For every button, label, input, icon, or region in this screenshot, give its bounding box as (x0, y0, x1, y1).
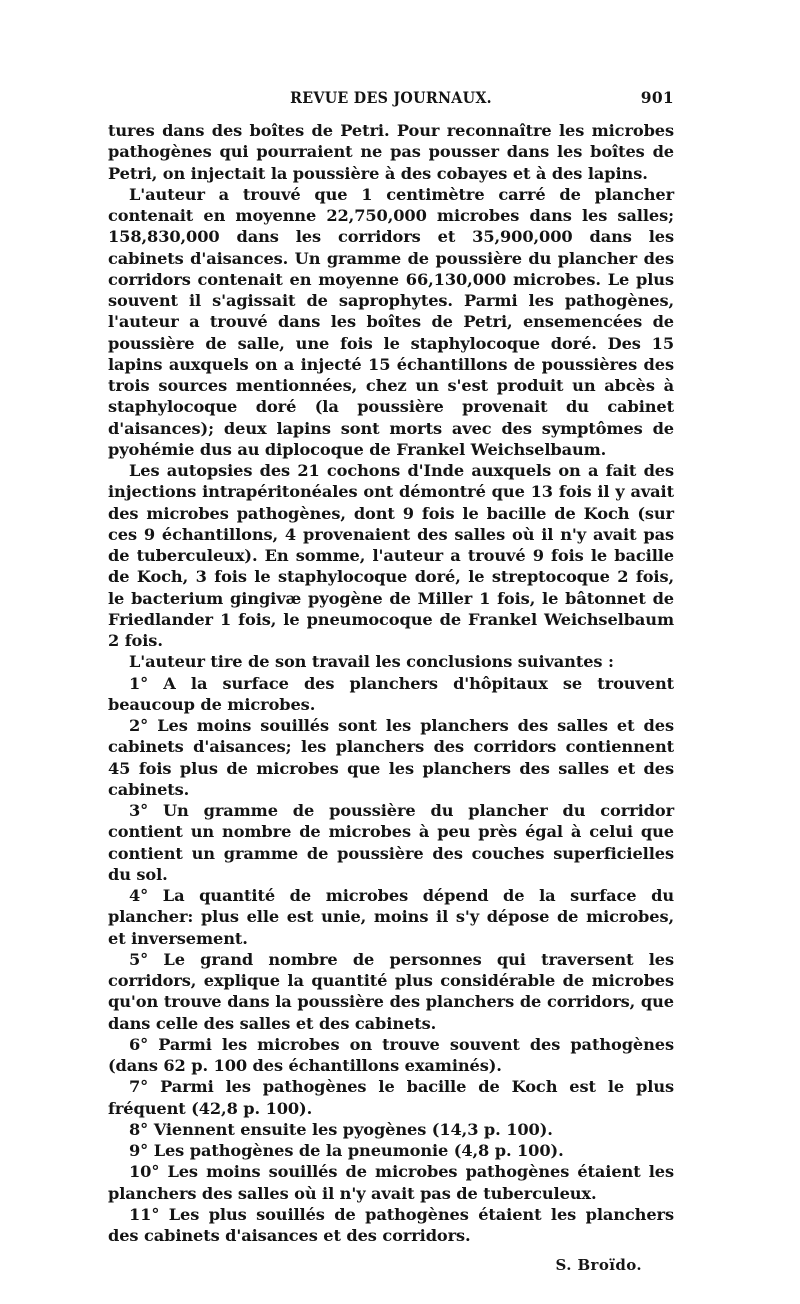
conclusion-item: 9° Les pathogènes de la pneumonie (4,8 p. 100). (129, 1141, 564, 1160)
conclusion-item: 6° Parmi les microbes on trouve souvent des pathogènes (dans 62 p. 100 des échantillons examinés). (108, 1034, 674, 1075)
article-body (108, 120, 674, 1246)
conclusion-item: 5° Le grand nombre de personnes qui traversent les corridors, explique la quantité plus considérable de microbes qu'on trouve dans la poussière des planchers de corridors, que dans celle des salles et des cabinets. (108, 949, 674, 1033)
conclusion-item: 4° La quantité de microbes dépend de la surface du plancher: plus elle est unie, moins il s'y dépose de microbes, et inversement. (108, 886, 674, 948)
conclusion-item: 10° Les moins souillés de microbes pathogènes étaient les planchers des salles où il n'y avait pas de tuberculeux. (108, 1162, 674, 1203)
document-page (108, 86, 674, 1274)
conclusion-item: 7° Parmi les pathogènes le bacille de Koch est le plus fréquent (42,8 p. 100). (108, 1077, 674, 1118)
conclusion-item: 2° Les moins souillés sont les planchers des salles et des cabinets d'aisances; les planchers des corridors contiennent 45 fois plus de microbes que les planchers des salles et des cabinets. (108, 716, 674, 799)
paragraph: L'auteur tire de son travail les conclusions suivantes : (129, 652, 614, 672)
paragraph: tures dans des boîtes de Petri. Pour reconnaître les microbes pathogènes qui pourraient ne pas pousser dans les boîtes de Petri, on injectait la poussière à des cobayes et à des lapins. (108, 121, 674, 183)
paragraph: L'auteur a trouvé que 1 centimètre carré de plancher contenait en moyenne 22,750,000 microbes dans les salles; 158,830,000 dans les corridors et 35,900,000 dans les cabinets d'aisances. Un gramme de poussière du plancher des corridors contenait en moyenne 66,130,000 microbes. Le plus souvent il s'agissait de saprophytes. Parmi les pathogènes, l'auteur a trouvé dans les boîtes de Petri, ensemencées de poussière de salle, une fois le staphylocoque doré. Des 15 lapins auxquels on a injecté 15 échantillons de poussières des trois sources mentionnées, chez un s'est produit un abcès à staphylocoque doré (la poussière provenait du cabinet d'aisances); deux lapins sont morts avec des symptômes de pyohémie dus au diplocoque de Frankel Weichselbaum. (108, 184, 674, 459)
running-title: REVUE DES JOURNAUX. (290, 88, 492, 107)
conclusion-item: 8° Viennent ensuite les pyogènes (14,3 p. 100). (129, 1119, 553, 1139)
conclusion-item: 11° Les plus souillés de pathogènes étaient les planchers des cabinets d'aisances et des corridors. (108, 1204, 674, 1245)
conclusion-item: 3° Un gramme de poussière du plancher du corridor contient un nombre de microbes à peu près égal à celui que contient un gramme de poussière des couches superficielles du sol. (108, 801, 674, 884)
author-signature: S. Broïdo. (555, 1256, 642, 1275)
paragraph: Les autopsies des 21 cochons d'Inde auxquels on a fait des injections intrapéritonéales ont démontré que 13 fois il y avait des microbes pathogènes, dont 9 fois le bacille de Koch (sur ces 9 échantillons, 4 provenaient des salles où il n'y avait pas de tuberculeux). En somme, l'auteur a trouvé 9 fois le bacille de Koch, 3 fois le staphylocoque doré, le streptocoque 2 fois, le bacterium gingivæ pyogène de Miller 1 fois, le bâtonnet de Friedlander 1 fois, le pneumocoque de Frankel Weichselbaum 2 fois. (108, 461, 674, 650)
page-number: 901 (640, 88, 674, 107)
conclusion-item: 1° A la surface des planchers d'hôpitaux se trouvent beaucoup de microbes. (108, 673, 674, 714)
page-header (108, 86, 674, 112)
